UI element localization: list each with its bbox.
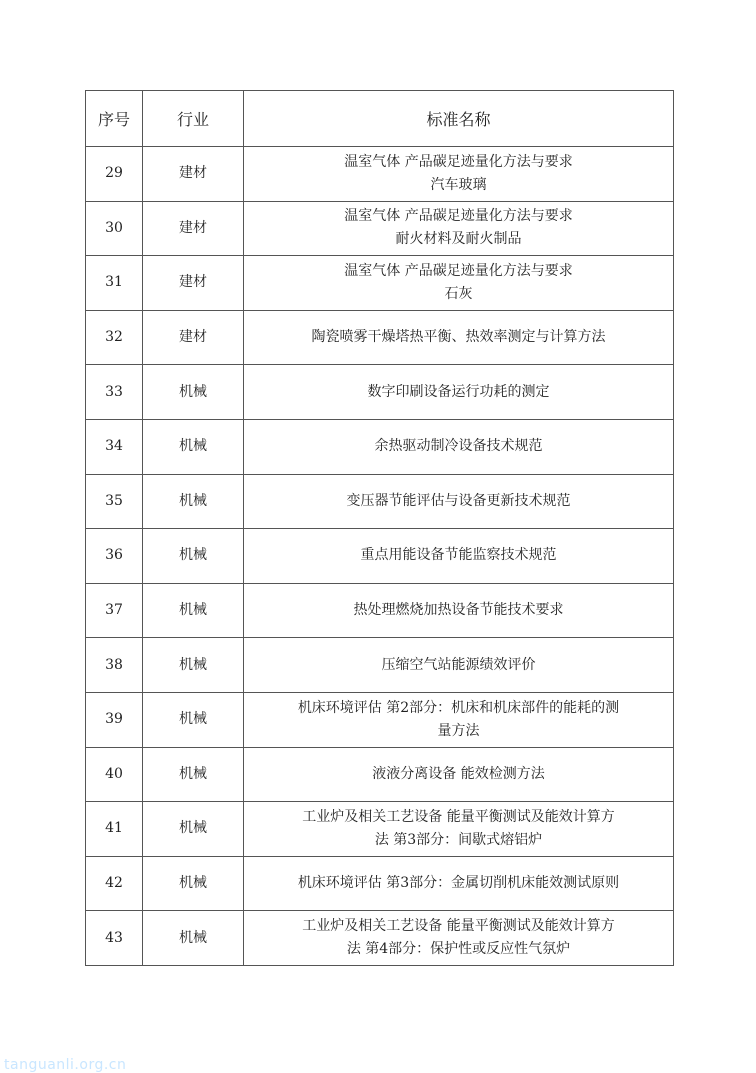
row-industry: 机械 — [143, 529, 244, 584]
standard-name-line: 机床环境评估 第3部分：金属切削机床能效测试原则 — [297, 875, 620, 892]
row-industry: 建材 — [143, 310, 244, 365]
table-row — [86, 638, 674, 693]
row-standard-name — [244, 147, 674, 202]
row-standard-name — [244, 529, 674, 584]
table-row — [86, 529, 674, 584]
standard-name-line: 耐火材料及耐火制品 — [395, 231, 522, 248]
row-industry: 建材 — [143, 256, 244, 311]
standard-name-line: 量方法 — [437, 722, 480, 739]
standard-name-line: 法 第3部分：间歇式熔铝炉 — [374, 831, 543, 848]
row-industry: 机械 — [143, 474, 244, 529]
row-number: 32 — [86, 310, 143, 365]
standard-name-line: 数字印刷设备运行功耗的测定 — [367, 383, 550, 400]
table-row — [86, 365, 674, 420]
row-standard-name — [244, 256, 674, 311]
row-industry: 机械 — [143, 365, 244, 420]
row-number: 31 — [86, 256, 143, 311]
table-row — [86, 147, 674, 202]
row-number: 36 — [86, 529, 143, 584]
row-number: 29 — [86, 147, 143, 202]
row-standard-name — [244, 692, 674, 747]
table-row — [86, 583, 674, 638]
row-number: 39 — [86, 692, 143, 747]
table-row — [86, 419, 674, 474]
standard-name-line: 重点用能设备节能监察技术规范 — [360, 547, 557, 564]
standard-name-line: 变压器节能评估与设备更新技术规范 — [346, 492, 571, 509]
standard-name-line: 汽车玻璃 — [430, 176, 487, 193]
table-row — [86, 201, 674, 256]
table-row — [86, 747, 674, 802]
header-no: 序号 — [86, 91, 143, 147]
row-industry: 机械 — [143, 747, 244, 802]
table-row — [86, 256, 674, 311]
table-row — [86, 856, 674, 911]
table-row — [86, 911, 674, 966]
header-row — [86, 91, 674, 147]
row-number: 40 — [86, 747, 143, 802]
row-standard-name — [244, 747, 674, 802]
standard-name-line: 压缩空气站能源绩效评价 — [381, 656, 536, 673]
header-name: 标准名称 — [244, 91, 674, 147]
row-standard-name — [244, 802, 674, 857]
standard-name-line: 工业炉及相关工艺设备 能量平衡测试及能效计算方 — [302, 918, 615, 935]
row-number: 35 — [86, 474, 143, 529]
watermark: tanguanli.org.cn — [4, 1057, 127, 1073]
row-industry: 机械 — [143, 911, 244, 966]
row-number: 43 — [86, 911, 143, 966]
table-body — [86, 147, 674, 966]
standard-name-line: 热处理燃烧加热设备节能技术要求 — [353, 602, 564, 619]
table-header — [86, 91, 674, 147]
row-industry: 建材 — [143, 147, 244, 202]
table-row — [86, 310, 674, 365]
standards-table — [85, 90, 674, 966]
standard-name-line: 温室气体 产品碳足迹量化方法与要求 — [344, 262, 573, 279]
row-number: 33 — [86, 365, 143, 420]
standard-name-line: 石灰 — [444, 285, 473, 302]
row-industry: 机械 — [143, 802, 244, 857]
row-standard-name — [244, 856, 674, 911]
row-industry: 机械 — [143, 856, 244, 911]
row-standard-name — [244, 419, 674, 474]
header-industry: 行业 — [143, 91, 244, 147]
standard-name-line: 温室气体 产品碳足迹量化方法与要求 — [344, 153, 573, 170]
row-standard-name — [244, 201, 674, 256]
row-industry: 机械 — [143, 638, 244, 693]
standard-name-line: 液液分离设备 能效检测方法 — [372, 765, 545, 782]
table-row — [86, 692, 674, 747]
row-standard-name — [244, 474, 674, 529]
standard-name-line: 工业炉及相关工艺设备 能量平衡测试及能效计算方 — [302, 808, 615, 825]
row-industry: 建材 — [143, 201, 244, 256]
row-industry: 机械 — [143, 692, 244, 747]
row-number: 34 — [86, 419, 143, 474]
standard-name-line: 余热驱动制冷设备技术规范 — [374, 438, 543, 455]
row-standard-name — [244, 365, 674, 420]
row-industry: 机械 — [143, 419, 244, 474]
row-standard-name — [244, 583, 674, 638]
standard-name-line: 温室气体 产品碳足迹量化方法与要求 — [344, 208, 573, 225]
table-row — [86, 474, 674, 529]
row-number: 38 — [86, 638, 143, 693]
row-standard-name — [244, 911, 674, 966]
row-industry: 机械 — [143, 583, 244, 638]
row-number: 42 — [86, 856, 143, 911]
standard-name-line: 陶瓷喷雾干燥塔热平衡、热效率测定与计算方法 — [311, 329, 606, 346]
row-number: 41 — [86, 802, 143, 857]
standard-name-line: 机床环境评估 第2部分：机床和机床部件的能耗的测 — [297, 699, 620, 716]
row-standard-name — [244, 638, 674, 693]
row-number: 37 — [86, 583, 143, 638]
table-row — [86, 802, 674, 857]
row-number: 30 — [86, 201, 143, 256]
standard-name-line: 法 第4部分：保护性或反应性气氛炉 — [346, 941, 571, 958]
row-standard-name — [244, 310, 674, 365]
